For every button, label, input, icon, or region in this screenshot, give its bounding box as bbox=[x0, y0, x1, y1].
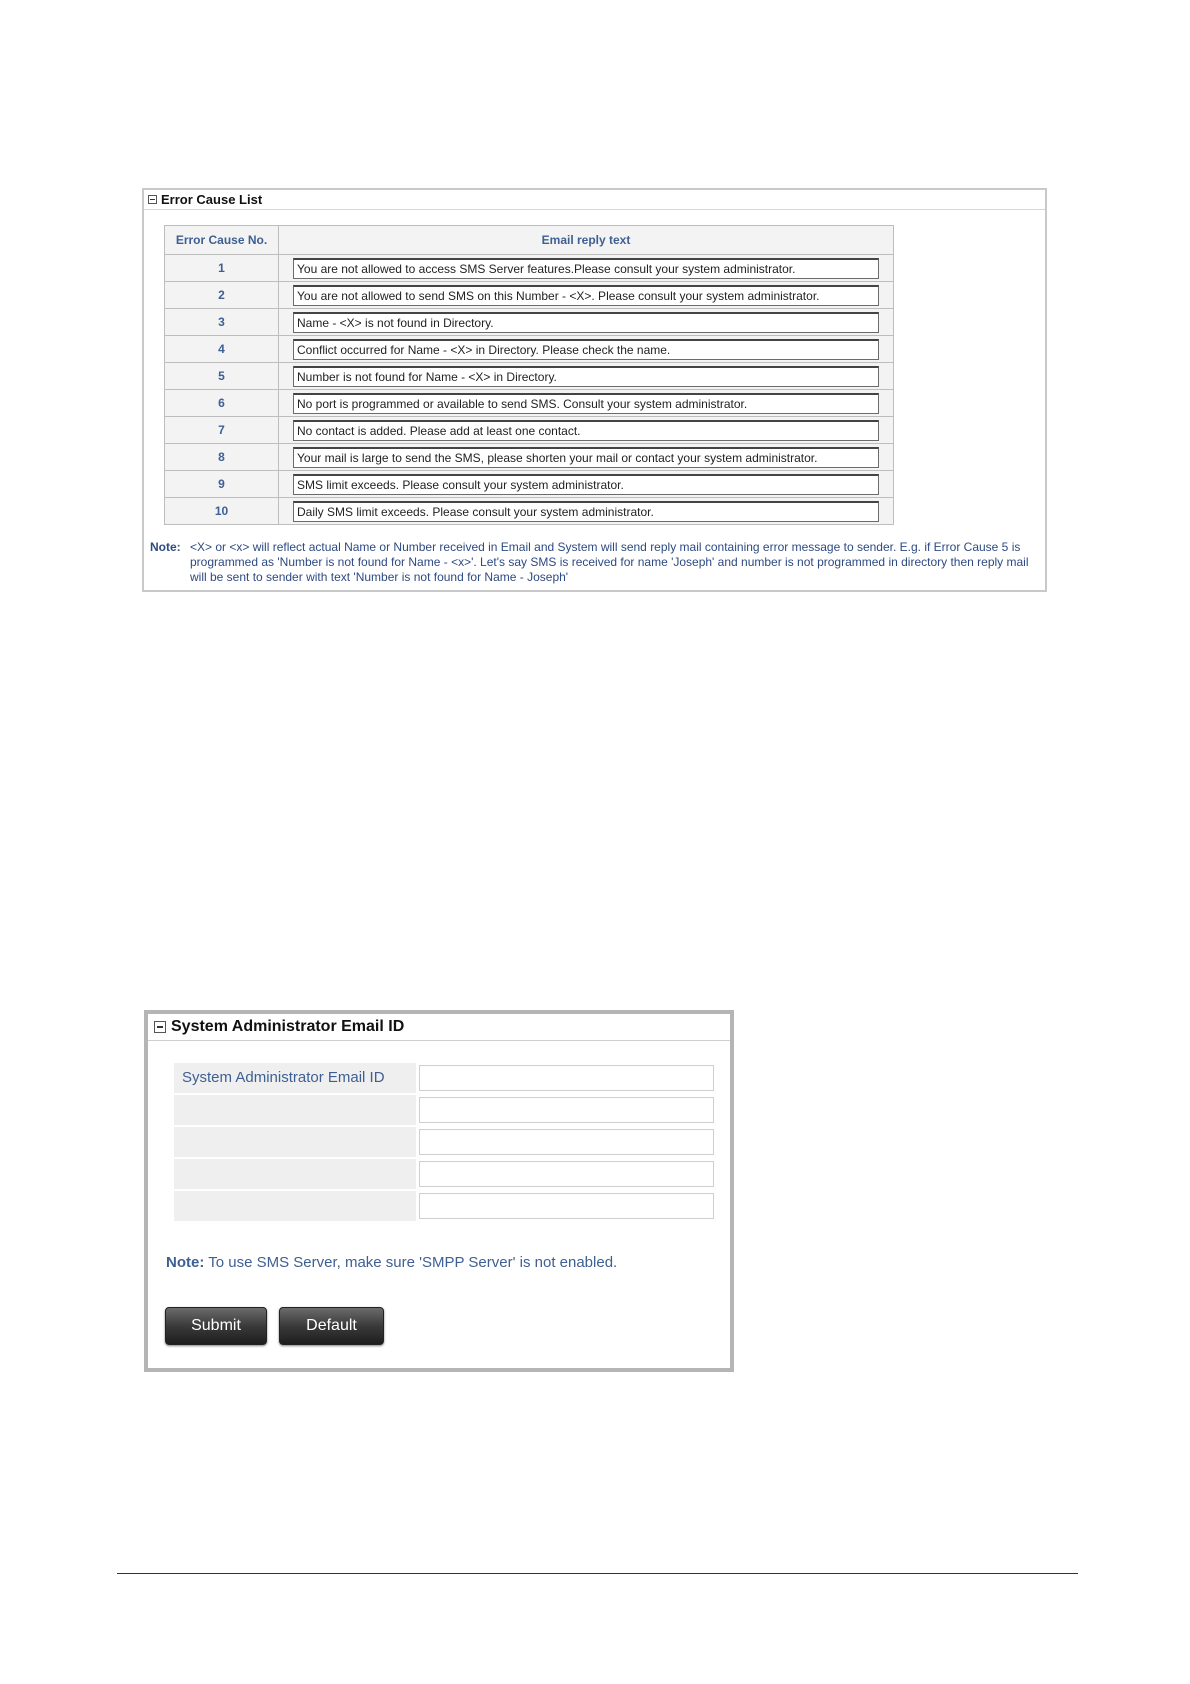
system-administrator-email-header[interactable] bbox=[148, 1014, 730, 1041]
error-cause-number: 9 bbox=[165, 471, 279, 498]
email-reply-text-input[interactable]: Your mail is large to send the SMS, please shorten your mail or contact your system administrator. bbox=[293, 447, 879, 468]
table-row bbox=[165, 336, 894, 363]
note-label: Note: bbox=[150, 540, 181, 554]
email-field-1[interactable] bbox=[419, 1065, 714, 1091]
error-cause-list-header[interactable] bbox=[144, 190, 1045, 210]
error-cause-list-panel bbox=[142, 188, 1047, 592]
email-field-4[interactable] bbox=[419, 1161, 714, 1187]
email-field-row bbox=[174, 1191, 714, 1222]
error-cause-number: 6 bbox=[165, 390, 279, 417]
email-field-row bbox=[174, 1159, 714, 1190]
email-reply-text-input[interactable]: No port is programmed or available to send SMS. Consult your system administrator. bbox=[293, 393, 879, 414]
email-field-row bbox=[174, 1127, 714, 1158]
collapse-icon[interactable] bbox=[148, 195, 157, 204]
table-row bbox=[165, 363, 894, 390]
error-cause-number: 5 bbox=[165, 363, 279, 390]
error-cause-note bbox=[150, 540, 1038, 585]
email-reply-text-input[interactable]: You are not allowed to access SMS Server features.Please consult your system administrator. bbox=[293, 258, 879, 279]
email-reply-text-input[interactable]: You are not allowed to send SMS on this Number - <X>. Please consult your system administrator. bbox=[293, 285, 879, 306]
note-text: <X> or <x> will reflect actual Name or Number received in Email and System will send reply mail containing error message to sender. E.g. if Error Cause 5 is programmed as 'Number is not found for Name - <x>'. Let's say SMS is received for name 'Joseph' and number is not programmed in directory then reply mail will be sent to sender with text 'Number is not found for Name - Joseph' bbox=[190, 540, 1029, 584]
email-reply-text-input[interactable]: SMS limit exceeds. Please consult your system administrator. bbox=[293, 474, 879, 495]
note-text: To use SMS Server, make sure 'SMPP Server' is not enabled. bbox=[208, 1254, 618, 1271]
email-field-5[interactable] bbox=[419, 1193, 714, 1219]
footer-divider bbox=[117, 1573, 1078, 1574]
system-administrator-email-panel bbox=[144, 1010, 734, 1372]
error-cause-number: 2 bbox=[165, 282, 279, 309]
smpp-note bbox=[166, 1254, 617, 1271]
error-cause-number: 10 bbox=[165, 498, 279, 525]
panel-title: Error Cause List bbox=[161, 192, 263, 207]
empty-label-cell bbox=[174, 1127, 416, 1157]
panel-title: System Administrator Email ID bbox=[171, 1018, 405, 1035]
table-row bbox=[165, 417, 894, 444]
empty-label-cell bbox=[174, 1191, 416, 1221]
email-field-row bbox=[174, 1063, 714, 1094]
empty-label-cell bbox=[174, 1159, 416, 1189]
column-header-email-reply-text: Email reply text bbox=[279, 226, 894, 255]
column-header-error-cause-no: Error Cause No. bbox=[165, 226, 279, 255]
email-reply-text-input[interactable]: Name - <X> is not found in Directory. bbox=[293, 312, 879, 333]
collapse-icon[interactable] bbox=[154, 1021, 166, 1033]
note-label: Note: bbox=[166, 1254, 205, 1271]
error-cause-number: 4 bbox=[165, 336, 279, 363]
email-reply-text-input[interactable]: No contact is added. Please add at least one contact. bbox=[293, 420, 879, 441]
table-row bbox=[165, 282, 894, 309]
email-reply-text-input[interactable]: Daily SMS limit exceeds. Please consult your system administrator. bbox=[293, 501, 879, 522]
table-row bbox=[165, 444, 894, 471]
email-field-3[interactable] bbox=[419, 1129, 714, 1155]
email-field-2[interactable] bbox=[419, 1097, 714, 1123]
empty-label-cell bbox=[174, 1095, 416, 1125]
table-row bbox=[165, 471, 894, 498]
error-cause-number: 7 bbox=[165, 417, 279, 444]
table-header-row bbox=[165, 226, 894, 255]
table-row bbox=[165, 390, 894, 417]
table-row bbox=[165, 498, 894, 525]
email-reply-text-input[interactable]: Conflict occurred for Name - <X> in Directory. Please check the name. bbox=[293, 339, 879, 360]
table-row bbox=[165, 309, 894, 336]
error-cause-number: 1 bbox=[165, 255, 279, 282]
error-cause-number: 3 bbox=[165, 309, 279, 336]
email-field-label: System Administrator Email ID bbox=[174, 1063, 416, 1093]
email-reply-text-input[interactable]: Number is not found for Name - <X> in Directory. bbox=[293, 366, 879, 387]
default-button[interactable]: Default bbox=[279, 1307, 384, 1345]
table-row bbox=[165, 255, 894, 282]
error-cause-table bbox=[164, 225, 894, 525]
error-cause-number: 8 bbox=[165, 444, 279, 471]
submit-button[interactable]: Submit bbox=[165, 1307, 267, 1345]
email-field-row bbox=[174, 1095, 714, 1126]
